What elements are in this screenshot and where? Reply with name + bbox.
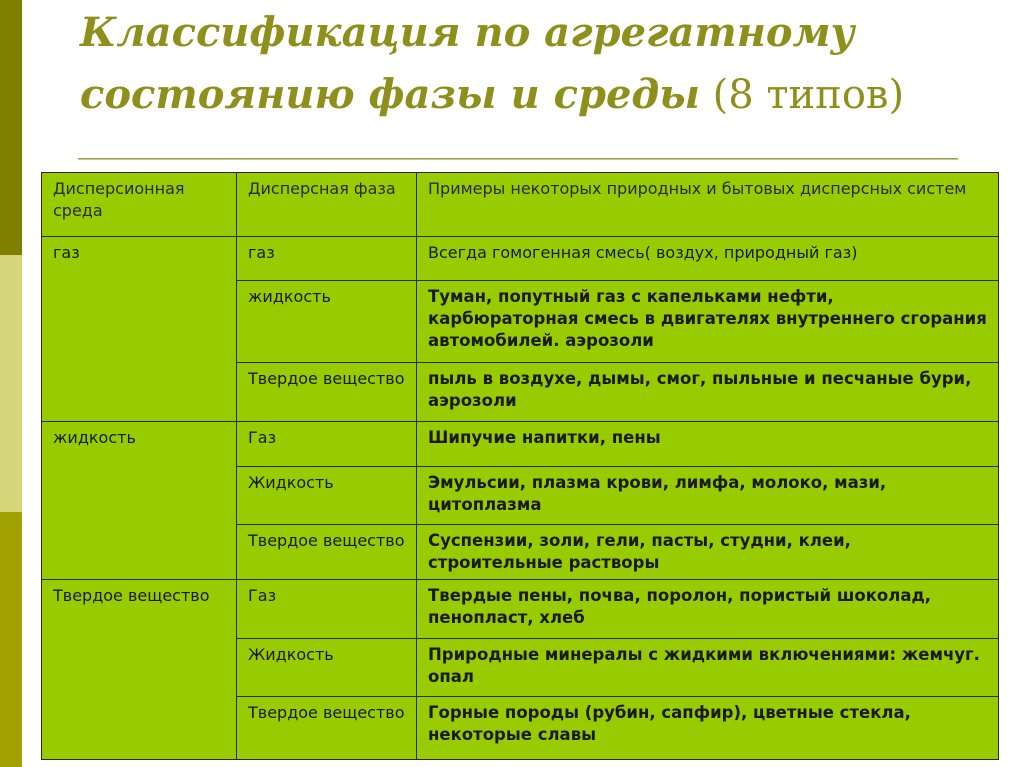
- phase-cell: Жидкость: [237, 639, 417, 697]
- title-line-2-rest: (8 типов): [699, 72, 905, 118]
- examples-cell: пыль в воздухе, дымы, смог, пыльные и песчаные бури, аэрозоли: [417, 363, 999, 422]
- medium-cell: газ: [42, 237, 237, 422]
- examples-cell: Горные породы (рубин, сапфир), цветные стекла, некоторые славы: [417, 697, 999, 760]
- header-row: [42, 173, 999, 237]
- header-phase: Дисперсная фаза: [237, 173, 417, 237]
- medium-cell: Твердое вещество: [42, 580, 237, 760]
- classification-table: [41, 172, 999, 760]
- examples-cell: Природные минералы с жидкими включениями: жемчуг. опал: [417, 639, 999, 697]
- slide-title: [80, 2, 1000, 126]
- table-row: [42, 422, 999, 467]
- title-line-2: [80, 64, 1000, 126]
- examples-cell: Суспензии, золи, гели, пасты, студни, клеи, строительные растворы: [417, 525, 999, 580]
- phase-cell: Твердое вещество: [237, 697, 417, 760]
- side-bar-middle: [0, 255, 22, 512]
- examples-cell: Всегда гомогенная смесь( воздух, природный газ): [417, 237, 999, 281]
- side-bar-bottom: [0, 512, 22, 767]
- phase-cell: жидкость: [237, 281, 417, 363]
- phase-cell: Жидкость: [237, 467, 417, 525]
- examples-cell: Твердые пены, почва, поролон, пористый шоколад, пенопласт, хлеб: [417, 580, 999, 639]
- title-divider: [78, 158, 958, 160]
- examples-cell: Эмульсии, плазма крови, лимфа, молоко, мази, цитоплазма: [417, 467, 999, 525]
- title-line-1: Классификация по агрегатному: [80, 9, 855, 56]
- table-row: [42, 580, 999, 639]
- side-bar-top: [0, 0, 22, 255]
- phase-cell: Газ: [237, 422, 417, 467]
- header-examples: Примеры некоторых природных и бытовых дисперсных систем: [417, 173, 999, 237]
- phase-cell: газ: [237, 237, 417, 281]
- examples-cell: Туман, попутный газ с капельками нефти, карбюраторная смесь в двигателях внутреннего сгорания автомобилей. аэрозоли: [417, 281, 999, 363]
- title-line-2-main: состоянию фазы и среды: [80, 71, 700, 118]
- phase-cell: Твердое вещество: [237, 525, 417, 580]
- examples-cell: Шипучие напитки, пены: [417, 422, 999, 467]
- table-row: [42, 237, 999, 281]
- header-medium: Дисперсионная среда: [42, 173, 237, 237]
- phase-cell: Газ: [237, 580, 417, 639]
- medium-cell: жидкость: [42, 422, 237, 580]
- phase-cell: Твердое вещество: [237, 363, 417, 422]
